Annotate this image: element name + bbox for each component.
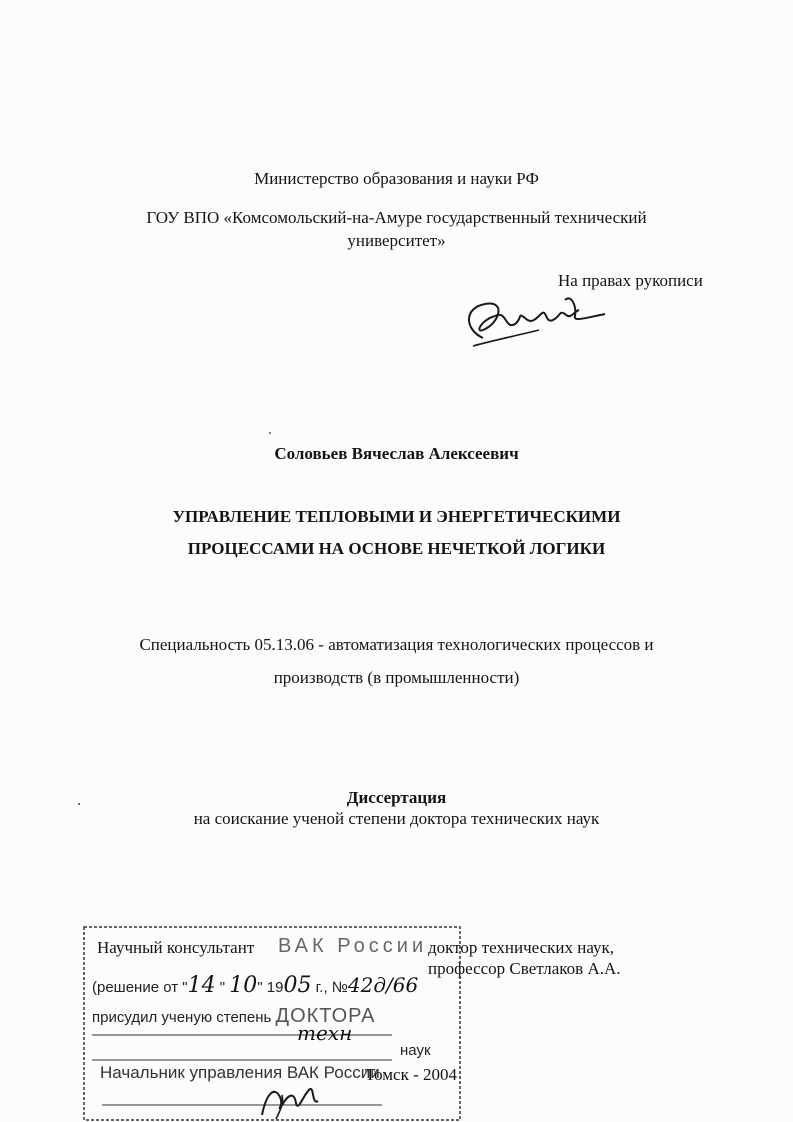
consultant-name: профессор Светлаков А.А. bbox=[428, 959, 621, 978]
author-name: Соловьев Вячеслав Алексеевич bbox=[274, 444, 519, 463]
stamp-month: 10 bbox=[229, 973, 258, 998]
stamp-year-prefix: " 19 bbox=[257, 979, 284, 996]
stamp-awarded: присудил ученую степень bbox=[92, 1009, 272, 1026]
consultant-degree: доктор технических наук, bbox=[428, 938, 615, 957]
title-line-1: УПРАВЛЕНИЕ ТЕПЛОВЫМИ И ЭНЕРГЕТИЧЕСКИМИ bbox=[172, 507, 621, 526]
dissertation-purpose: на соискание ученой степени доктора технических наук bbox=[193, 809, 600, 828]
stamp-signature bbox=[252, 1075, 342, 1122]
scan-speck bbox=[269, 432, 271, 434]
stamp-number-prefix: г., № bbox=[315, 979, 348, 996]
stamp-year: 05 bbox=[283, 973, 312, 998]
stamp-decision-prefix: (решение от " bbox=[92, 979, 188, 996]
ministry-line: Министерство образования и науки РФ bbox=[254, 169, 539, 188]
rights-reserved-note: На правах рукописи bbox=[558, 271, 703, 290]
stamp-degree: ДОКТОРА bbox=[275, 1005, 376, 1027]
stamp-head: Начальник управления ВАК России bbox=[100, 1063, 380, 1082]
stamp-decision-row: (решение от "14 " 10" 1905 г., №42д/66 bbox=[92, 973, 419, 998]
place-year: Томск - 2004 bbox=[365, 1065, 458, 1084]
author-signature bbox=[455, 290, 615, 350]
scan-speck bbox=[78, 803, 80, 805]
university-line-1: ГОУ ВПО «Комсомольский-на-Амуре государственный технический bbox=[146, 208, 647, 227]
specialty-line-2: производств (в промышленности) bbox=[273, 668, 520, 687]
stamp-number: 42д/66 bbox=[347, 973, 419, 997]
consultant-label: Научный консультант bbox=[97, 938, 255, 957]
stamp-science: наук bbox=[400, 1042, 431, 1059]
university-line-2: университет» bbox=[347, 231, 446, 250]
vak-approval-stamp bbox=[82, 925, 462, 1122]
stamp-field-handwritten: техн bbox=[297, 1021, 353, 1045]
dissertation-label: Диссертация bbox=[346, 788, 447, 807]
stamp-header: ВАК России bbox=[278, 935, 428, 957]
stamp-day: 14 bbox=[187, 973, 216, 998]
title-line-2: ПРОЦЕССАМИ НА ОСНОВЕ НЕЧЕТКОЙ ЛОГИКИ bbox=[187, 539, 606, 558]
specialty-line-1: Специальность 05.13.06 - автоматизация технологических процессов и bbox=[139, 635, 654, 654]
